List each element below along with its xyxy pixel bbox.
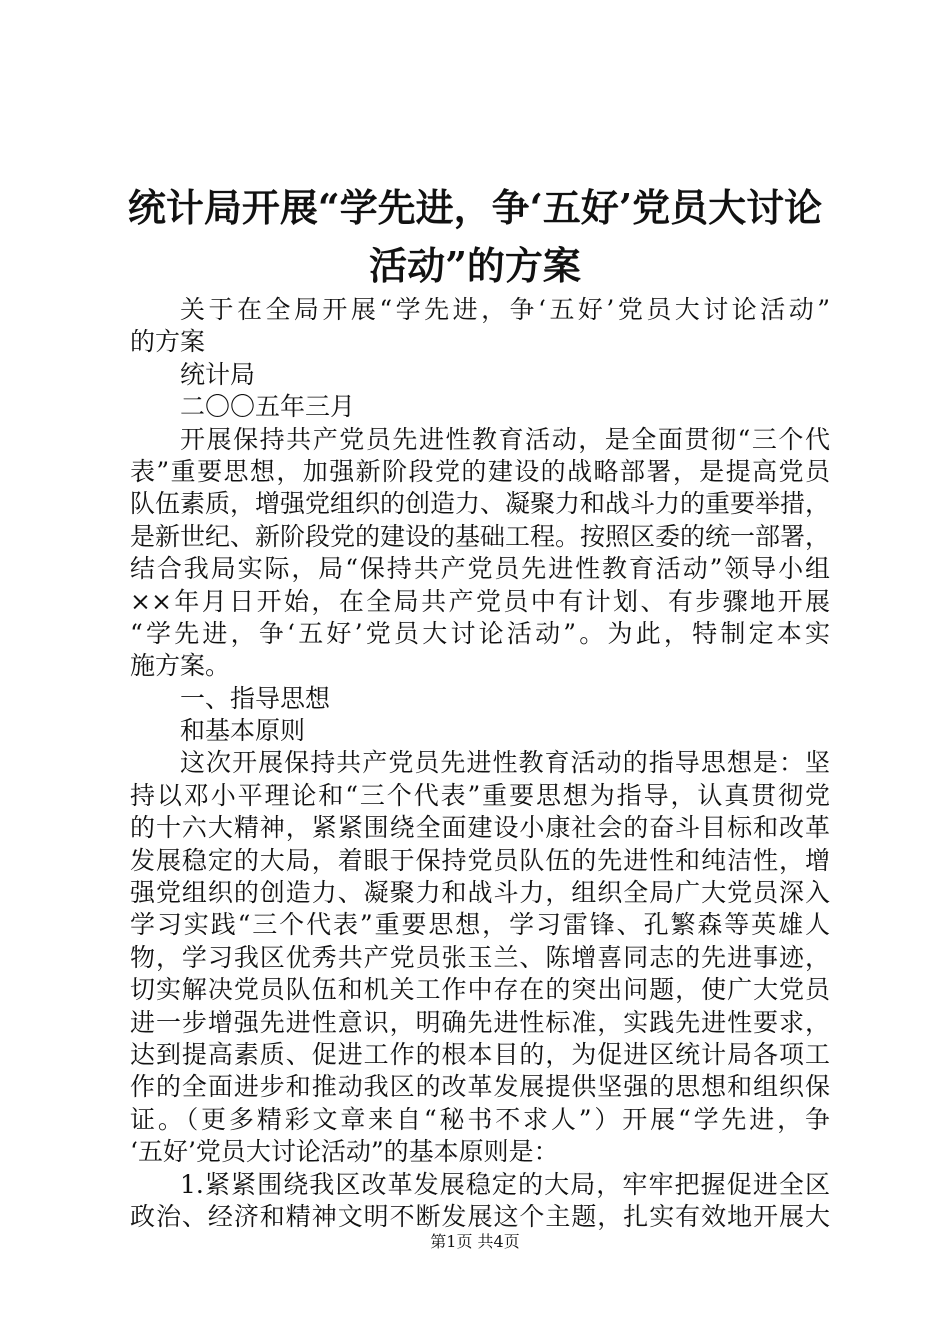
body-line: 这次开展保持共产党员先进性教育活动的指导思想是：坚	[180, 748, 830, 778]
document-body	[130, 294, 830, 1233]
body-line: 1.紧紧围绕我区改革发展稳定的大局，牢牢把握促进全区	[180, 1169, 830, 1199]
body-line: 关于在全局开展“学先进，争‘五好’党员大讨论活动”	[180, 295, 830, 324]
body-line: 的十六大精神，紧紧围绕全面建设小康社会的奋斗目标和改革	[130, 813, 830, 843]
body-line: 达到提高素质、促进工作的根本目的，为促进区统计局各项工	[130, 1039, 830, 1069]
body-line: ××年月日开始，在全局共产党员中有计划、有步骤地开展	[130, 586, 830, 616]
body-line: 物，学习我区优秀共产党员张玉兰、陈增喜同志的先进事迹，	[130, 942, 830, 972]
section-heading: 和基本原则	[180, 716, 306, 746]
body-line: 开展保持共产党员先进性教育活动，是全面贯彻“三个代	[180, 424, 830, 454]
body-line: 是新世纪、新阶段党的建设的基础工程。按照区委的统一部署，	[130, 521, 831, 551]
body-line: 表”重要思想，加强新阶段党的建设的战略部署，是提高党员	[130, 456, 830, 486]
body-line: 的方案	[130, 327, 206, 357]
body-line: 学习实践“三个代表”重要思想，学习雷锋、孔繁森等英雄人	[130, 910, 830, 940]
body-line: 政治、经济和精神文明不断发展这个主题，扎实有效地开展大	[130, 1201, 830, 1231]
body-line: ‘五好’党员大讨论活动”的基本原则是：	[130, 1137, 559, 1167]
body-line: 持以邓小平理论和“三个代表”重要思想为指导，认真贯彻党	[130, 780, 830, 810]
body-line: 队伍素质，增强党组织的创造力、凝聚力和战斗力的重要举措，	[130, 489, 831, 519]
body-line: 二〇〇五年三月	[180, 392, 356, 422]
section-heading: 一、指导思想	[180, 683, 331, 713]
document-title-line-2: 活动”的方案	[369, 243, 581, 288]
body-line: 作的全面进步和推动我区的改革发展提供坚强的思想和组织保	[130, 1072, 830, 1102]
body-line: 发展稳定的大局，着眼于保持党员队伍的先进性和纯洁性，增	[130, 845, 830, 875]
body-line: 强党组织的创造力、凝聚力和战斗力，组织全局广大党员深入	[130, 878, 830, 908]
body-line: 进一步增强先进性意识，明确先进性标准，实践先进性要求，	[130, 1007, 830, 1037]
body-line: “学先进，争‘五好’党员大讨论活动”。为此，特制定本实	[130, 618, 830, 648]
body-line: 切实解决党员队伍和机关工作中存在的突出问题，使广大党员	[130, 975, 830, 1005]
document-title-line-1: 统计局开展“学先进，争‘五好’党员大讨论	[127, 185, 823, 230]
body-line: 统计局	[180, 359, 256, 389]
page-number-footer: 第1页 共4页	[430, 1232, 520, 1251]
body-line: 证。（更多精彩文章来自“秘书不求人”）开展“学先进，争	[130, 1104, 830, 1134]
body-line: 施方案。	[130, 651, 231, 681]
body-line: 结合我局实际，局“保持共产党员先进性教育活动”领导小组	[130, 554, 830, 584]
